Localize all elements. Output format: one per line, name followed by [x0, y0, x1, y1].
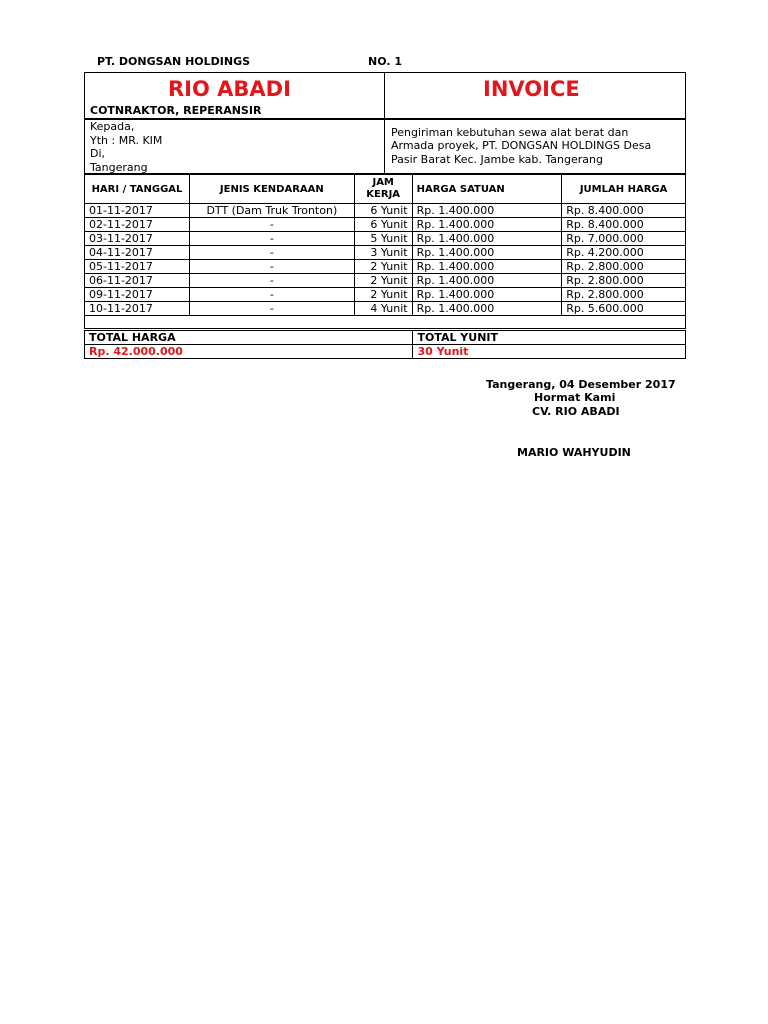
row-unit-price: Rp. 1.400.000 — [412, 232, 562, 246]
row-date: 01-11-2017 — [85, 204, 190, 218]
row-date: 06-11-2017 — [85, 274, 190, 288]
row-total: Rp. 4.200.000 — [562, 246, 686, 260]
vendor-name: RIO ABADI — [168, 77, 291, 101]
table-row — [85, 246, 686, 260]
totals-value-row — [85, 345, 686, 359]
row-vehicle: - — [189, 288, 354, 302]
signature-regards: Hormat Kami — [534, 391, 616, 404]
row-hours: 4 Yunit — [354, 302, 412, 316]
row-unit-price: Rp. 1.400.000 — [412, 274, 562, 288]
row-vehicle: DTT (Dam Truk Tronton) — [189, 204, 354, 218]
row-total: Rp. 8.400.000 — [562, 204, 686, 218]
row-hours: 6 Yunit — [354, 204, 412, 218]
invoice-number: NO. 1 — [368, 55, 402, 68]
row-hours: 6 Yunit — [354, 218, 412, 232]
totals-table — [84, 330, 686, 359]
row-vehicle: - — [189, 302, 354, 316]
row-unit-price: Rp. 1.400.000 — [412, 204, 562, 218]
header-hours-line1: JAM — [372, 177, 394, 188]
header-hours-line2: KERJA — [366, 189, 401, 200]
header-hours — [354, 175, 412, 204]
row-unit-price: Rp. 1.400.000 — [412, 288, 562, 302]
table-header-row — [85, 175, 686, 204]
spacer-row — [85, 316, 686, 329]
row-vehicle: - — [189, 274, 354, 288]
description-line1: Pengiriman kebutuhan sewa alat berat dan — [391, 126, 629, 139]
total-unit-label: TOTAL YUNIT — [413, 331, 686, 345]
signature-company: CV. RIO ABADI — [532, 405, 620, 418]
row-total: Rp. 2.800.000 — [562, 288, 686, 302]
row-date: 09-11-2017 — [85, 288, 190, 302]
total-unit-value: 30 Yunit — [413, 345, 686, 359]
table-row — [85, 274, 686, 288]
table-row — [85, 204, 686, 218]
row-total: Rp. 2.800.000 — [562, 260, 686, 274]
row-unit-price: Rp. 1.400.000 — [412, 246, 562, 260]
vendor-subtitle: COTNRAKTOR, REPERANSIR — [90, 104, 262, 117]
row-total: Rp. 2.800.000 — [562, 274, 686, 288]
description-line2: Armada proyek, PT. DONGSAN HOLDINGS Desa — [391, 139, 652, 152]
address-divider — [384, 119, 385, 174]
title-divider — [384, 72, 385, 119]
signature-place-date: Tangerang, 04 Desember 2017 — [486, 378, 676, 391]
row-vehicle: - — [189, 218, 354, 232]
row-unit-price: Rp. 1.400.000 — [412, 302, 562, 316]
signature-name: MARIO WAHYUDIN — [517, 446, 631, 459]
description-line3: Pasir Barat Kec. Jambe kab. Tangerang — [391, 153, 603, 166]
header-date: HARI / TANGGAL — [85, 175, 190, 204]
total-price-value: Rp. 42.000.000 — [85, 345, 413, 359]
invoice-title: INVOICE — [483, 77, 580, 101]
table-row — [85, 260, 686, 274]
row-total: Rp. 7.000.000 — [562, 232, 686, 246]
row-vehicle: - — [189, 246, 354, 260]
recipient-line2: Yth : MR. KIM — [90, 134, 163, 147]
spacer-cell — [85, 316, 686, 329]
recipient-line3: Di, — [90, 147, 106, 160]
row-date: 05-11-2017 — [85, 260, 190, 274]
client-company-header: PT. DONGSAN HOLDINGS — [97, 55, 251, 68]
header-unit-price: HARGA SATUAN — [412, 175, 562, 204]
row-vehicle: - — [189, 232, 354, 246]
row-hours: 2 Yunit — [354, 288, 412, 302]
row-hours: 3 Yunit — [354, 246, 412, 260]
header-vehicle: JENIS KENDARAAN — [189, 175, 354, 204]
header-total-price: JUMLAH HARGA — [562, 175, 686, 204]
row-vehicle: - — [189, 260, 354, 274]
recipient-line4: Tangerang — [90, 161, 148, 174]
table-row — [85, 288, 686, 302]
row-hours: 5 Yunit — [354, 232, 412, 246]
table-row — [85, 218, 686, 232]
row-unit-price: Rp. 1.400.000 — [412, 218, 562, 232]
totals-label-row — [85, 331, 686, 345]
table-row — [85, 302, 686, 316]
row-date: 10-11-2017 — [85, 302, 190, 316]
invoice-table — [84, 174, 686, 329]
row-total: Rp. 5.600.000 — [562, 302, 686, 316]
recipient-line1: Kepada, — [90, 120, 135, 133]
row-hours: 2 Yunit — [354, 260, 412, 274]
row-total: Rp. 8.400.000 — [562, 218, 686, 232]
row-hours: 2 Yunit — [354, 274, 412, 288]
row-unit-price: Rp. 1.400.000 — [412, 260, 562, 274]
row-date: 04-11-2017 — [85, 246, 190, 260]
row-date: 02-11-2017 — [85, 218, 190, 232]
total-price-label: TOTAL HARGA — [85, 331, 413, 345]
table-row — [85, 232, 686, 246]
row-date: 03-11-2017 — [85, 232, 190, 246]
